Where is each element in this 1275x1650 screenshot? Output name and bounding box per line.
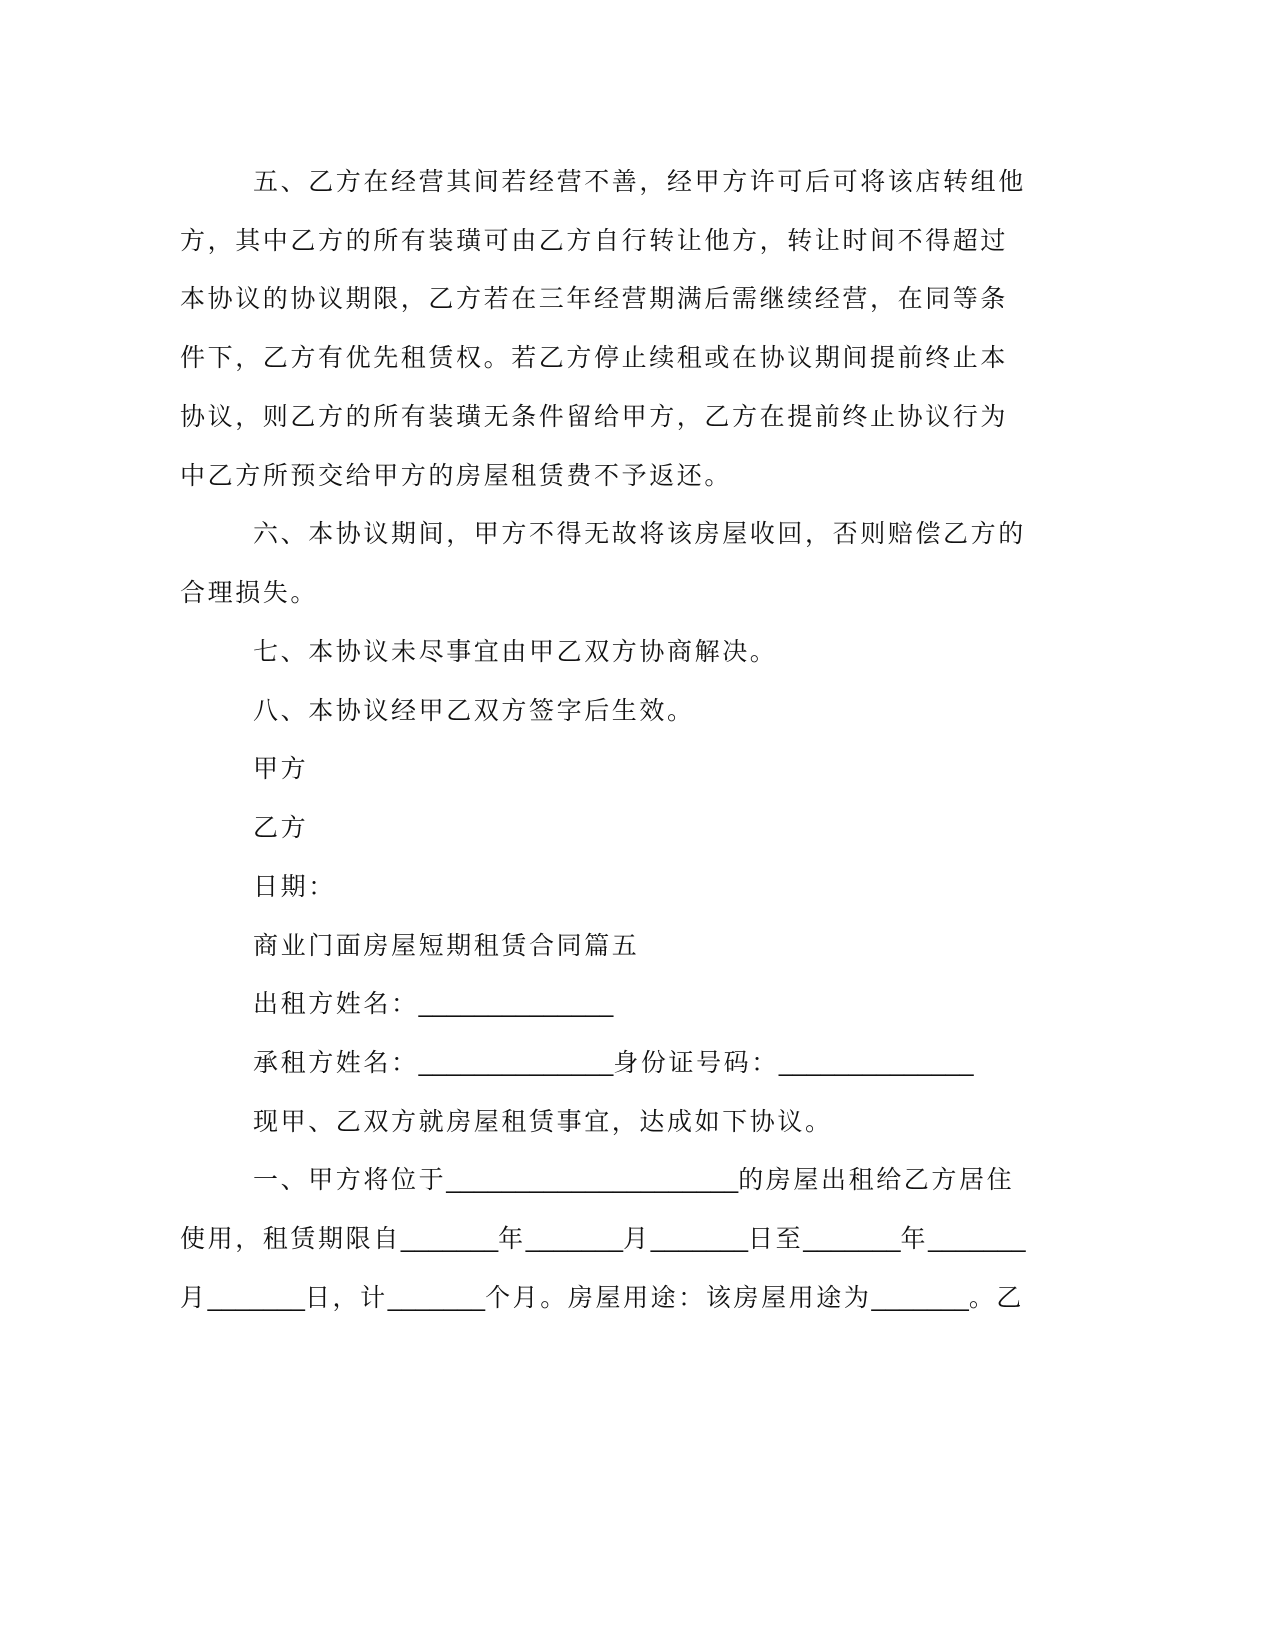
fill-in-blank: _______ xyxy=(207,1283,305,1312)
fill-in-blank: _______ xyxy=(650,1225,749,1254)
article-1-line-1: 一、甲方将位于_____________________的房屋出租给乙方居住 xyxy=(253,1165,1015,1195)
article-1-line-3: 月_______日，计_______个月。房屋用途：该房屋用途为_______。乙 xyxy=(180,1282,1025,1312)
fill-in-blank: _______ xyxy=(400,1225,499,1254)
document-body xyxy=(180,153,1060,1328)
clause-5-line-1: 五、乙方在经营其间若经营不善，经甲方许可后可将该店转组他 xyxy=(253,167,1026,196)
fill-in-blank: _______ xyxy=(387,1283,486,1312)
clause-5-line-2: 方，其中乙方的所有装璜可由乙方自行转让他方，转让时间不得超过 xyxy=(180,225,1009,255)
clause-7: 七、本协议未尽事宜由甲乙双方协商解决。 xyxy=(253,636,778,666)
clause-5-line-6: 中乙方所预交给甲方的房屋租赁费不予返还。 xyxy=(180,460,733,490)
clause-6-line-1: 六、本协议期间，甲方不得无故将该房屋收回，否则赔偿乙方的 xyxy=(253,519,1026,549)
clause-6-line-2: 合理损失。 xyxy=(180,578,319,608)
fill-in-blank: _______ xyxy=(871,1283,969,1312)
section-title: 商业门面房屋短期租赁合同篇五 xyxy=(253,930,640,960)
fill-in-blank: _______ xyxy=(525,1225,624,1254)
signature-party-b: 乙方 xyxy=(253,813,309,843)
fill-in-blank: _______ xyxy=(928,1225,1026,1254)
signature-date: 日期： xyxy=(253,871,336,901)
fill-in-blank: _____________________ xyxy=(446,1166,739,1195)
signature-party-a: 甲方 xyxy=(253,754,309,784)
clause-5-line-5: 协议，则乙方的所有装璜无条件留给甲方，乙方在提前终止协议行为 xyxy=(180,401,1009,431)
fill-in-blank: ______________ xyxy=(778,1049,974,1078)
article-1-line-2: 使用，租赁期限自_______年_______月_______日至_______年_______ xyxy=(180,1224,1026,1254)
clause-5-line-3: 本协议的协议期限，乙方若在三年经营期满后需继续经营，在同等条 xyxy=(180,284,1009,314)
fill-in-blank: ______________ xyxy=(418,990,614,1019)
lessee-name-id-line: 承租方姓名：______________身份证号码：______________ xyxy=(253,1048,974,1078)
agreement-preamble: 现甲、乙双方就房屋租赁事宜，达成如下协议。 xyxy=(253,1106,833,1136)
clause-8: 八、本协议经甲乙双方签字后生效。 xyxy=(253,695,695,725)
clause-5-line-4: 件下，乙方有优先租赁权。若乙方停止续租或在协议期间提前终止本 xyxy=(180,343,1009,373)
lessor-name-line: 出租方姓名：______________ xyxy=(253,989,614,1019)
fill-in-blank: ______________ xyxy=(418,1049,614,1078)
fill-in-blank: _______ xyxy=(803,1225,901,1254)
